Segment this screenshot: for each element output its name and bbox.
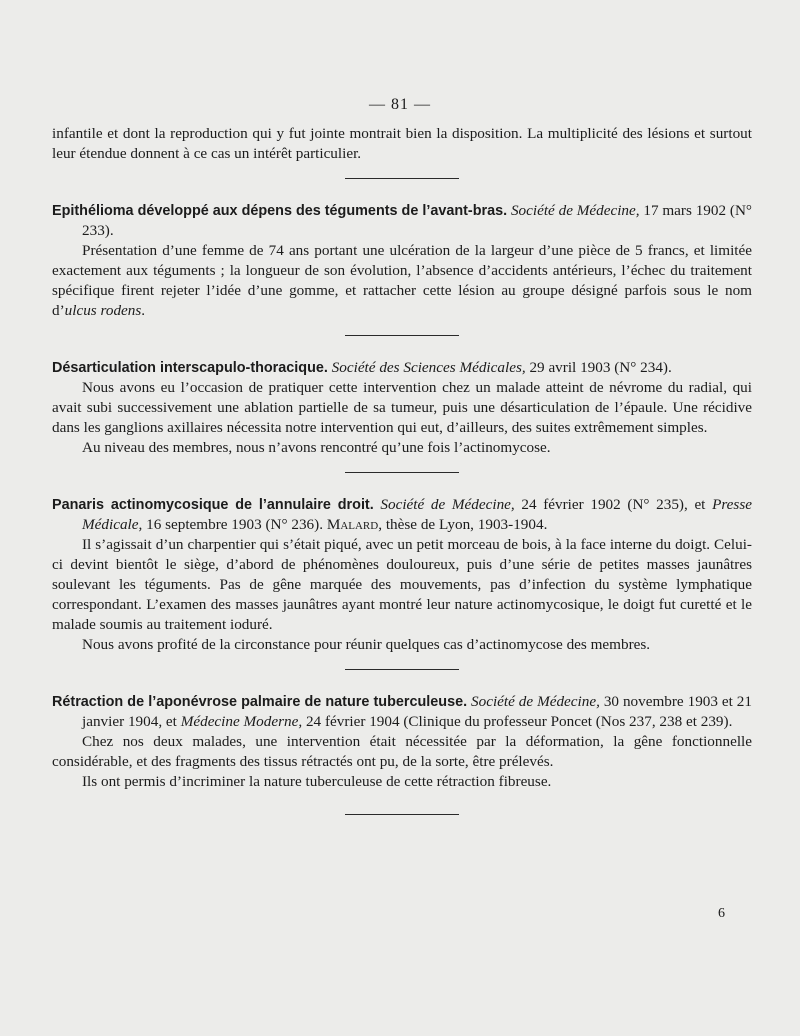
entry-paragraph: Ils ont permis d’incriminer la nature tuberculeuse de cette rétraction fibreuse. [82, 773, 552, 790]
publication-entry [52, 201, 752, 336]
section-divider [345, 335, 459, 336]
entry-reference [52, 201, 752, 241]
paragraph-italic-term: ulcus rodens [64, 302, 142, 319]
paragraph-text: Présentation d’une femme de 74 ans portant une ulcération de la largeur d’une pièce de 5 francs, et limitée exactement aux téguments ; la longueur de son évolution, l’absence d’accidents antérieurs, l’échec du traitement spécifique firent rejeter l’idée d’une gomme, et rattacher cette lésion au groupe désigné parfois sous le nom d’ [52, 242, 752, 319]
journal-name: Médecine Moderne, [180, 713, 303, 730]
entry-reference [52, 495, 752, 535]
reference-details: 24 février 1904 (Clinique du professeur Poncet (Nos 237, 238 et 239). [302, 713, 733, 730]
entry-paragraph [52, 241, 752, 321]
entry-reference [52, 358, 752, 378]
journal-name: Société de Médecine, [510, 202, 640, 219]
section-divider [345, 814, 459, 815]
entry-title: Epithélioma développé aux dépens des téguments de l’avant-bras. [52, 203, 508, 219]
section-divider [345, 178, 459, 179]
page-number: — 81 — [369, 96, 431, 113]
page-content [52, 124, 752, 815]
journal-name: Société des Sciences Médicales, [331, 359, 526, 376]
intro-paragraph: infantile et dont la reproduction qui y fut jointe montrait bien la disposition. La multiplicité des lésions et surtout leur étendue donnent à ce cas un intérêt particulier. [52, 125, 752, 162]
section-divider [345, 472, 459, 473]
entry-paragraph: Nous avons profité de la circonstance pour réunir quelques cas d’actinomycose des membres. [82, 636, 651, 653]
reference-details: 16 septembre 1903 (N° 236). [142, 516, 327, 533]
entry-reference [52, 692, 752, 732]
publication-entry [52, 692, 752, 815]
journal-name: Société de Médecine, [471, 693, 600, 710]
reference-details: , thèse de Lyon, 1903-1904. [378, 516, 548, 533]
entry-title: Panaris actinomycosique de l’annulaire droit. [52, 497, 374, 513]
journal-name: Société de Médecine, [380, 496, 515, 513]
entry-paragraph: Il s’agissait d’un charpentier qui s’était piqué, avec un petit morceau de bois, à la face interne du doigt. Celui-ci devint bientôt le siège, d’abord de phénomènes douloureux, puis d’une série de petites masses jaunâtres soulevant les téguments. Pas de gêne marquée des mouvements, pas d’infection du système lymphatique correspondant. L’examen des masses jaunâtres ayant montré leur nature actinomycosique, le doigt fut curetté et le malade soumis au traitement ioduré. [52, 536, 752, 633]
reference-details: 30 novembre 1903 et 21 janvier 1904, et [82, 693, 752, 730]
author-name: Malard [326, 516, 379, 533]
entry-title: Désarticulation interscapulo-thoracique. [52, 360, 328, 376]
entry-paragraph: Au niveau des membres, nous n’avons rencontré qu’une fois l’actinomycose. [82, 439, 551, 456]
publication-entry [52, 358, 752, 473]
reference-details: 29 avril 1903 (N° 234). [525, 359, 672, 376]
reference-details: 24 février 1902 (N° 235), et [514, 496, 713, 513]
paragraph-end: . [141, 302, 146, 319]
entry-paragraph: Nous avons eu l’occasion de pratiquer cette intervention chez un malade atteint de névrome du radial, qui avait subi successivement une ablation partielle de sa tumeur, puis une désarticulation de l’épaule. Une récidive dans les ganglions axillaires nécessita notre intervention qui eut, d’ailleurs, des suites extrêmement simples. [52, 379, 752, 436]
reference-details: 17 mars 1902 (N° 233). [82, 202, 752, 239]
entry-paragraph: Chez nos deux malades, une intervention était nécessitée par la déformation, la gêne fonctionnelle considérable, et des fragments des tissus rétractés ont pu, de la sorte, être prélevés. [52, 733, 752, 770]
folio-number: 6 [718, 906, 725, 921]
publication-entry [52, 495, 752, 670]
journal-name: Presse Médicale, [82, 496, 752, 533]
entry-title: Rétraction de l’aponévrose palmaire de nature tuberculeuse. [52, 694, 468, 710]
section-divider [345, 669, 459, 670]
